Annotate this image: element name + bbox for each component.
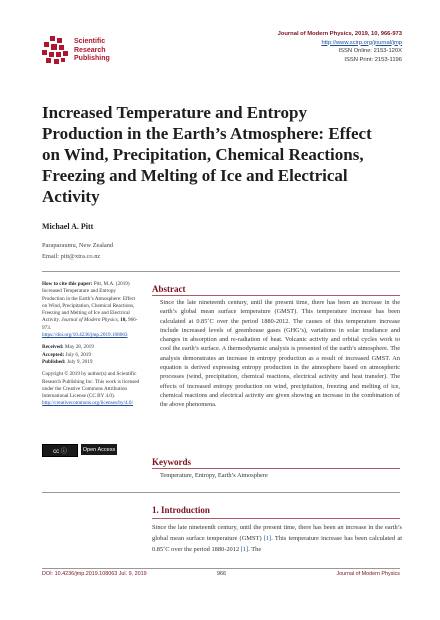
intro-rule — [152, 518, 400, 519]
publisher-logo — [42, 36, 182, 66]
reference-link[interactable]: [1] — [240, 545, 249, 553]
publication-dates: Received: May 28, 2019 Accepted: July 6, 2019 Published: July 9, 2019 — [42, 344, 94, 365]
publisher-logo-icon — [42, 36, 70, 66]
divider — [42, 492, 400, 493]
affiliation — [42, 240, 113, 262]
journal-info — [278, 30, 402, 64]
footer-journal: Journal of Modern Physics — [336, 571, 400, 577]
footer-divider — [42, 568, 400, 569]
cc-by-badge[interactable]: cc ⓘ — [42, 444, 78, 457]
keywords-rule — [152, 468, 400, 469]
abstract-text: Since the late nineteenth century, until the present time, there has been an increase in the earth’s global mean surface temperature (GMST). This temperature increase has been calculated at 0.85˚C over the period 1880-2012. The causes of this temperature increase include increased levels of greenhouse gases (GHG’s), variations in solar irradiance and changes in absorption and re-radiation of heat. Volcanic activity and orbital cycles work to cool the earth’s surface. A thermodynamic analysis is presented of the earth’s atmosphere. The analysis demonstrates an increase in entropy production as a result of increased GMST. An equation is derived expressing entropy production in the atmosphere based on atmospheric processes (wind, precipitation, chemical reactions, electrical activity and heat transfer). The effects of increased entropy production on wind, precipitation, freezing and melting of ice, chemical reactions and electrical activity are given showing an increase in the combination of the above phenomena. — [160, 299, 400, 409]
page-number: 966 — [217, 571, 226, 577]
keywords-text: Temperature, Entropy, Earth’s Atmosphere — [160, 472, 268, 479]
paper-title: Increased Temperature and Entropy Production in the Earth’s Atmosphere: Effect on Wind, Precipitation, Chemical Reactions, Freezing and Melting of Ice and Electrical Activity — [42, 103, 372, 206]
affiliation-email: Email: pitt@xtra.co.nz — [42, 253, 101, 260]
footer-doi: DOI: 10.4236/jmp.2019.108063 Jul. 9, 2019 — [42, 571, 147, 577]
issn-online: ISSN Online: 2153-120X — [338, 48, 402, 55]
copyright-notice: Copyright © 2019 by author(s) and Scientific Research Publishing Inc. This work is licensed under the Creative Commons Attribution International License (CC BY 4.0). http://creativecommons.org/licenses/by/4.0/ — [42, 371, 140, 407]
reference-link[interactable]: [1] — [263, 534, 272, 542]
license-link[interactable]: http://creativecommons.org/licenses/by/4.0/ — [42, 400, 133, 407]
abstract-heading: Abstract — [152, 284, 186, 294]
affiliation-place: Paraparaumu, New Zealand — [42, 242, 114, 249]
divider — [42, 271, 400, 272]
journal-url-link[interactable]: http://www.scirp.org/journal/jmp — [321, 39, 402, 46]
abstract-rule — [152, 295, 400, 296]
author-name: Michael A. Pitt — [42, 222, 94, 231]
license-badges — [42, 444, 117, 456]
keywords-heading: Keywords — [152, 457, 191, 467]
intro-text: Since the late nineteenth century, until the present time, there has been an increase in the earth’s global mean surface temperature (GMST) [1]. This temperature increase has been calculated at 0.85˚C over the period 1880-2012 [1]. The — [152, 524, 402, 553]
intro-heading: 1. Introduction — [152, 505, 210, 515]
publisher-name: Scientific Research Publishing — [74, 38, 110, 62]
journal-citation-line: Journal of Modern Physics, 2019, 10, 966-973 — [277, 31, 402, 37]
cite-doi-link[interactable]: https://doi.org/10.4236/jmp.2019.108063 — [42, 332, 128, 339]
issn-print: ISSN Print: 2153-1196 — [344, 56, 402, 63]
sidebar-citation — [42, 281, 140, 413]
how-to-cite: How to cite this paper: Pitt, M.A. (2019) Increased Temperature and Entropy Production in the Earth’s Atmosphere: Effect on Wind, Precipitation, Chemical Reactions, Freezing and Melting of Ice and Electrical Activity. Journal of Modern Physics, 10, 966-973. https://doi.org/10.4236/jmp.2019.108063 — [42, 281, 138, 339]
open-access-badge: Open Access — [81, 444, 117, 455]
